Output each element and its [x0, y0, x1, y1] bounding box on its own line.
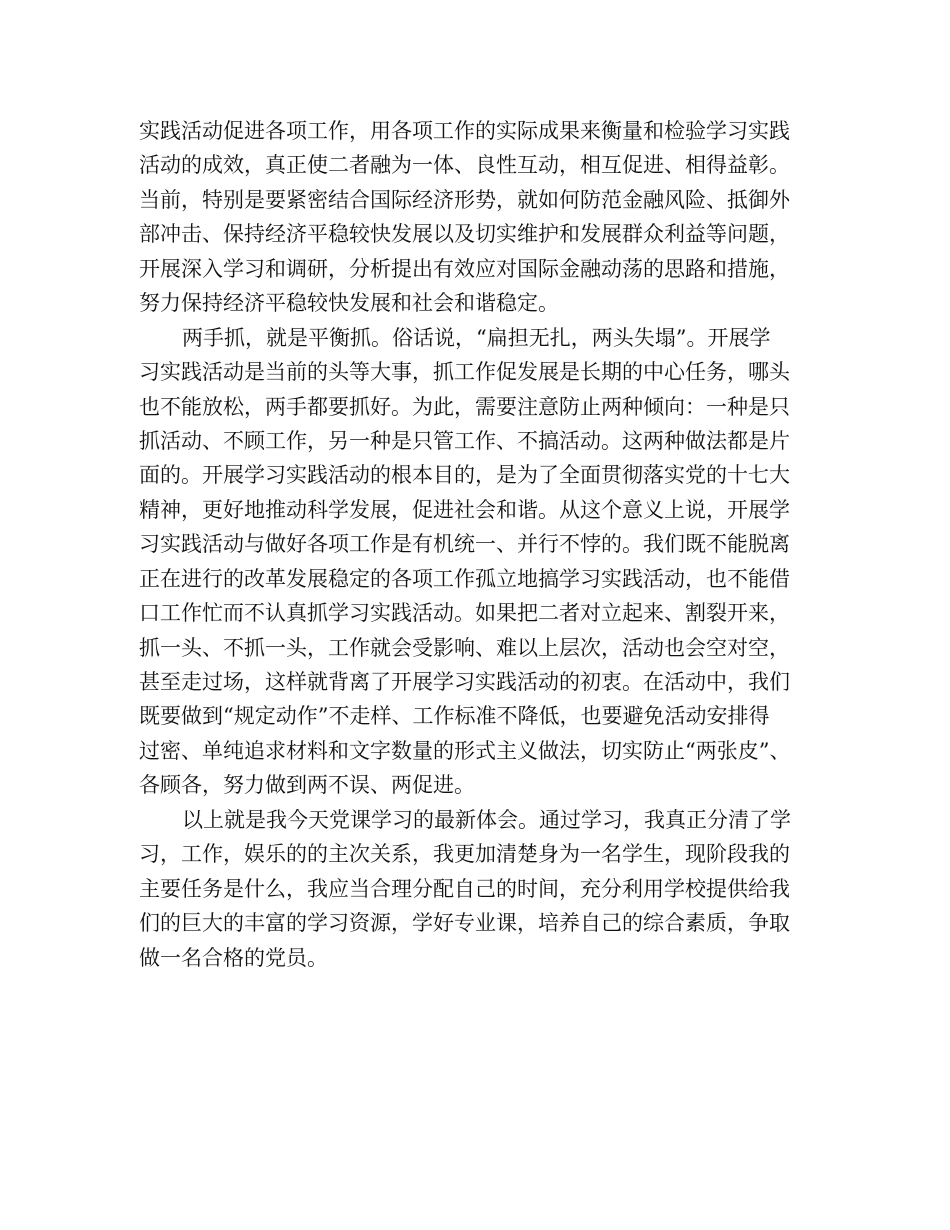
text-line: 当前，特别是要紧密结合国际经济形势，就如何防范金融风险、抵御外	[139, 187, 790, 212]
text-line: 口工作忙而不认真抓学习实践活动。如果把二者对立起来、割裂开来，	[139, 601, 790, 626]
text-line: 做一名合格的党员。	[139, 945, 328, 970]
text-line: 实践活动促进各项工作，用各项工作的实际成果来衡量和检验学习实践	[139, 119, 790, 143]
document-body	[139, 114, 839, 975]
text-line: 既要做到“规定动作”不走样、工作标准不降低，也要避免活动安排得	[139, 704, 770, 729]
text-line: 习实践活动与做好各项工作是有机统一、并行不悖的。我们既不能脱离	[139, 532, 790, 557]
text-line: 抓一头、不抓一头，工作就会受影响、难以上层次，活动也会空对空，	[139, 635, 790, 660]
text-line: 甚至走过场，这样就背离了开展学习实践活动的初衷。在活动中，我们	[139, 670, 790, 694]
text-line: 习，工作，娱乐的的主次关系，我更加清楚身为一名学生，现阶段我的	[139, 842, 790, 867]
text-line: 主要任务是什么，我应当合理分配自己的时间，充分利用学校提供给我	[139, 876, 790, 901]
text-line: 两手抓，就是平衡抓。俗话说，“扁担无扎，两头失塌”。开展学	[182, 325, 771, 350]
text-line: 各顾各，努力做到两不误、两促进。	[139, 773, 475, 798]
text-line: 们的巨大的丰富的学习资源，学好专业课，培养自己的综合素质，争取	[139, 911, 790, 936]
text-line: 抓活动、不顾工作，另一种是只管工作、不搞活动。这两种做法都是片	[139, 428, 790, 453]
text-line: 精神，更好地推动科学发展，促进社会和谐。从这个意义上说，开展学	[139, 497, 790, 522]
text-line: 面的。开展学习实践活动的根本目的，是为了全面贯彻落实党的十七大	[139, 463, 790, 488]
text-line: 部冲击、保持经济平稳较快发展以及切实维护和发展群众利益等问题，	[139, 222, 790, 247]
text-line: 过密、单纯追求材料和文字数量的形式主义做法，切实防止“两张皮”、	[139, 738, 791, 763]
text-line: 习实践活动是当前的头等大事，抓工作促发展是长期的中心任务，哪头	[139, 360, 790, 385]
paragraph-3	[139, 803, 839, 975]
text-line: 活动的成效，真正使二者融为一体、良性互动，相互促进、相得益彰。	[139, 153, 790, 178]
paragraph-1	[139, 114, 839, 321]
text-line: 努力保持经济平稳较快发展和社会和谐稳定。	[139, 291, 559, 316]
text-line: 也不能放松，两手都要抓好。为此，需要注意防止两种倾向：一种是只	[139, 394, 790, 419]
text-line: 正在进行的改革发展稳定的各项工作孤立地搞学习实践活动，也不能借	[139, 566, 790, 591]
text-line: 以上就是我今天党课学习的最新体会。通过学习，我真正分清了学	[182, 807, 791, 832]
paragraph-2	[139, 321, 839, 803]
text-line: 开展深入学习和调研，分析提出有效应对国际金融动荡的思路和措施，	[139, 256, 790, 281]
